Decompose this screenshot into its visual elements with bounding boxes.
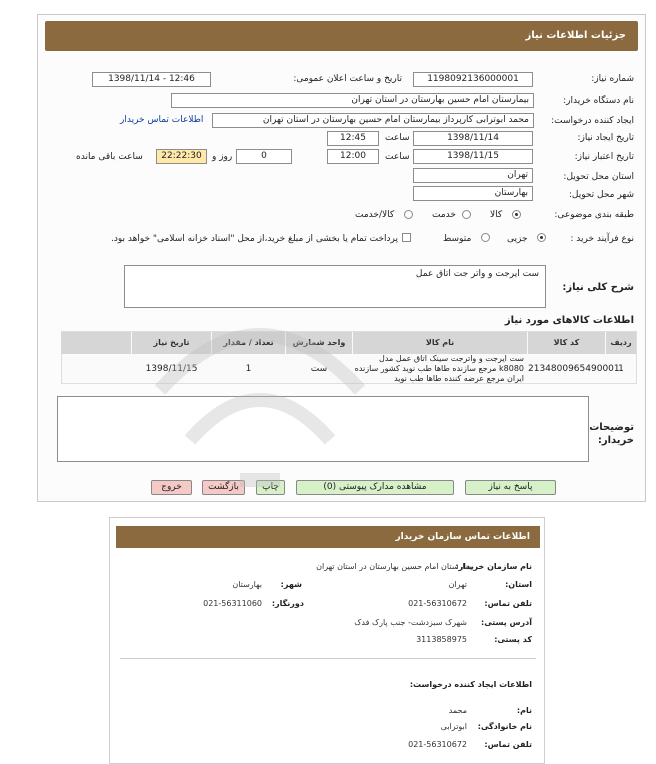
- col-spacer-header: [61, 332, 131, 354]
- category-label: طبقه بندی موضوعی:: [554, 210, 634, 220]
- buyer-contact-popup: [109, 517, 545, 764]
- contact-address-label: آدرس پستی:: [481, 618, 532, 627]
- requester-label: ایجاد کننده درخواست:: [551, 116, 634, 126]
- contact-phone-value: 021-56310672: [408, 599, 467, 608]
- process-medium-radio[interactable]: [481, 233, 490, 242]
- print-button[interactable]: چاپ: [256, 480, 285, 495]
- created-time-label: ساعت: [385, 133, 410, 143]
- category-goods-service-radio[interactable]: [404, 210, 413, 219]
- deadline-time-label: ساعت: [385, 152, 410, 162]
- contact-org-value: بیمارستان امام حسین بهارستان در استان تهران: [316, 562, 474, 571]
- city-field[interactable]: بهارستان: [413, 186, 533, 201]
- contact-divider: [120, 658, 536, 659]
- need-number-field[interactable]: 1198092136000001: [413, 72, 533, 87]
- contact-phone-label: تلفن تماس:: [484, 599, 532, 608]
- contact-address-value: شهرک سبزدشت- جنب پارک فدک: [354, 618, 467, 627]
- creator-last-name-value: ابوترابی: [440, 722, 467, 731]
- need-number-label: شماره نیاز:: [591, 74, 634, 84]
- table-row[interactable]: [62, 354, 636, 384]
- row-date: 1398/11/15: [145, 364, 198, 374]
- reply-button[interactable]: پاسخ به نیاز: [465, 480, 556, 495]
- deadline-date-field[interactable]: 1398/11/15: [413, 149, 533, 164]
- col-name-header: نام کالا: [353, 332, 527, 354]
- row-unit: ست: [310, 364, 328, 374]
- province-label: استان محل تحویل:: [563, 172, 634, 182]
- items-table: [61, 331, 637, 384]
- creator-phone-label: تلفن تماس:: [484, 740, 532, 749]
- process-partial-label: جزیی: [507, 234, 528, 244]
- row-qty: 1: [245, 364, 252, 374]
- row-name: ست ایرجت و واترجت سینک اتاق عمل مدل k8080 مرجع سازنده طاها طب نوید کشور سازنده ایران مرجع عرضه کننده طاها طب نوید: [354, 354, 524, 383]
- days-label: روز و: [212, 152, 233, 162]
- contact-province-label: استان:: [505, 580, 532, 589]
- buyer-contact-link[interactable]: اطلاعات تماس خریدار: [120, 115, 204, 125]
- contact-org-label: نام سازمان خریدار:: [455, 562, 532, 571]
- creator-first-name-label: نام:: [516, 706, 532, 715]
- buyer-org-label: نام دستگاه خریدار:: [563, 96, 634, 106]
- creator-phone-value: 021-56310672: [408, 740, 467, 749]
- row-index: 1: [618, 364, 624, 374]
- process-partial-radio[interactable]: [537, 233, 546, 242]
- remaining-days-field[interactable]: 0: [236, 149, 292, 164]
- contact-postal-value: 3113858975: [416, 635, 467, 644]
- summary-label: شرح کلی نیاز:: [562, 282, 634, 293]
- page-title: جزئیات اطلاعات نیاز: [45, 21, 638, 51]
- col-row-header: ردیف: [606, 332, 636, 354]
- exit-button[interactable]: خروج: [151, 480, 192, 495]
- buyer-notes-label: توضیحات خریدار:: [589, 422, 634, 446]
- creator-first-name-value: محمد: [448, 706, 467, 715]
- remaining-time-field[interactable]: 22:22:30: [156, 149, 207, 164]
- col-qty-header: تعداد / مقدار: [212, 332, 285, 354]
- contact-popup-title: اطلاعات تماس سازمان خریدار: [116, 526, 540, 548]
- category-goods-radio[interactable]: [512, 210, 521, 219]
- process-medium-label: متوسط: [443, 234, 472, 244]
- deadline-time-field[interactable]: 12:00: [327, 149, 379, 164]
- contact-fax-label: دورنگار:: [271, 599, 304, 608]
- treasury-checkbox[interactable]: [402, 233, 411, 242]
- city-label: شهر محل تحویل:: [568, 190, 634, 200]
- summary-text: ست ایرجت و واتر جت اتاق عمل: [415, 269, 539, 279]
- buyer-org-field[interactable]: بیمارستان امام حسین بهارستان در استان تهران: [171, 93, 534, 108]
- contact-province-value: تهران: [448, 580, 467, 589]
- category-goods-label: کالا: [490, 210, 503, 220]
- category-goods-service-label: کالا/خدمت: [355, 210, 395, 220]
- attachments-button[interactable]: مشاهده مدارک پیوستی (0): [296, 480, 454, 495]
- items-section-title: اطلاعات کالاهای مورد نیاز: [504, 315, 634, 326]
- row-code: 2134800965490001: [528, 364, 620, 374]
- process-type-label: نوع فرآیند خرید :: [570, 234, 634, 244]
- remaining-time-label: ساعت باقی مانده: [76, 152, 143, 162]
- contact-city-value: بهارستان: [232, 580, 262, 589]
- category-service-label: خدمت: [432, 210, 456, 220]
- col-code-header: کد کالا: [528, 332, 605, 354]
- buyer-notes-textarea[interactable]: [57, 396, 589, 462]
- created-date-label: تاریخ ایجاد نیاز:: [577, 133, 634, 143]
- announce-datetime-label: تاریخ و ساعت اعلان عمومی:: [293, 74, 402, 84]
- deadline-label: تاریخ اعتبار نیاز:: [574, 152, 634, 162]
- created-date-field[interactable]: 1398/11/14: [413, 131, 533, 146]
- col-unit-header: واحد شمارش: [286, 332, 352, 354]
- back-button[interactable]: بازگشت: [202, 480, 245, 495]
- created-time-field[interactable]: 12:45: [327, 131, 379, 146]
- contact-fax-value: 021-56311060: [203, 599, 262, 608]
- creator-last-name-label: نام خانوادگی:: [477, 722, 532, 731]
- treasury-note: پرداخت تمام یا بخشی از مبلغ خرید،از محل "اسناد خزانه اسلامی" خواهد بود.: [110, 234, 398, 244]
- contact-postal-label: کد پستی:: [494, 635, 532, 644]
- requester-field[interactable]: محمد ابوترابی کارپرداز بیمارستان امام حسین بهارستان در استان تهران: [212, 113, 534, 128]
- contact-city-label: شهر:: [280, 580, 302, 589]
- summary-textarea[interactable]: [124, 265, 546, 308]
- announce-datetime-field[interactable]: 1398/11/14 - 12:46: [92, 72, 211, 87]
- category-service-radio[interactable]: [462, 210, 471, 219]
- province-field[interactable]: تهران: [413, 168, 533, 183]
- col-date-header: تاریخ نیاز: [132, 332, 211, 354]
- creator-section-title: اطلاعات ایجاد کننده درخواست:: [409, 680, 532, 689]
